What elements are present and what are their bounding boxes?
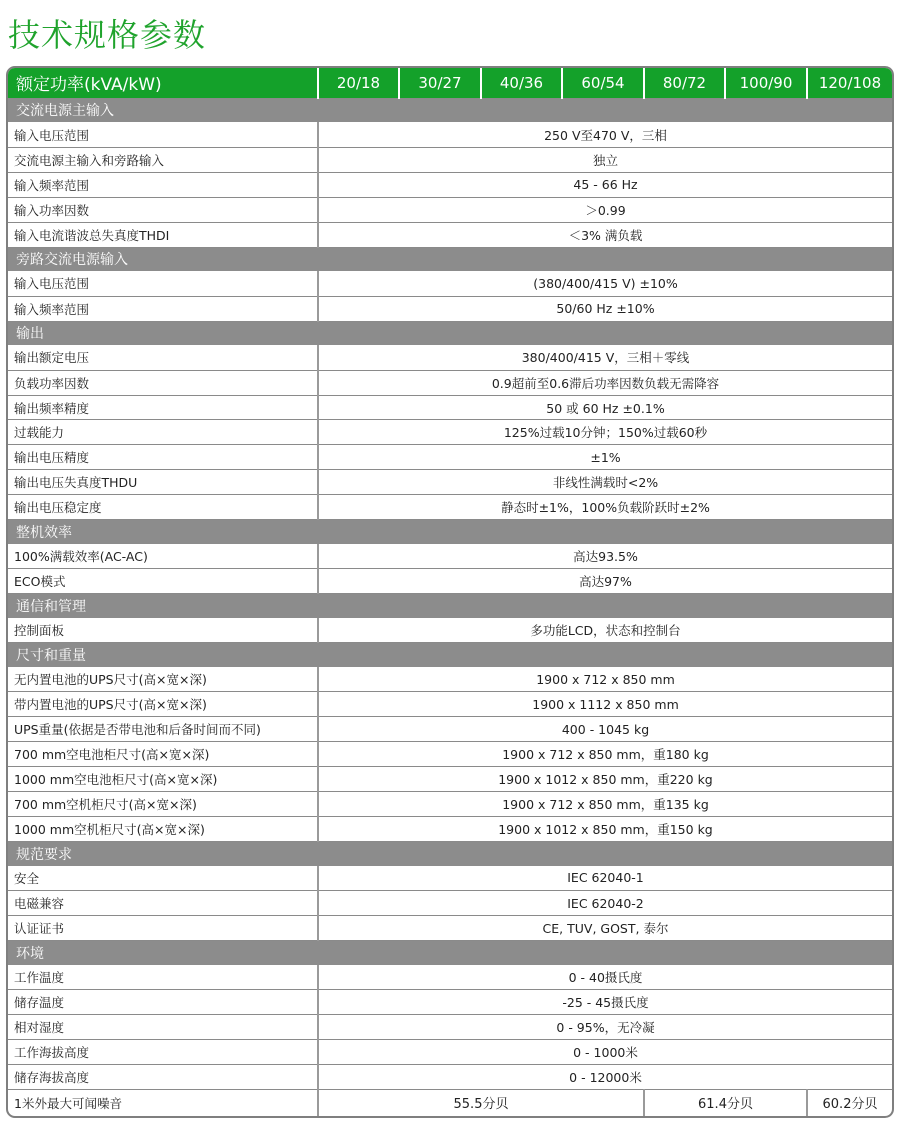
spec-value: 1900 x 712 x 850 mm (318, 667, 892, 692)
spec-value: 非线性满载时<2% (318, 470, 892, 495)
section-title: 旁路交流电源输入 (8, 247, 892, 271)
spec-label: UPS重量(依据是否带电池和后备时间而不同) (8, 717, 318, 742)
noise-label: 1米外最大可闻噪音 (14, 1095, 122, 1111)
spec-label: 输入频率范围 (8, 296, 318, 321)
section-header-row (8, 321, 892, 345)
spec-row (8, 1039, 892, 1064)
spec-row (8, 692, 892, 717)
section-title: 尺寸和重量 (8, 643, 892, 667)
page-title: 技术规格参数 (8, 16, 207, 54)
section-title: 交流电源主输入 (8, 98, 892, 122)
spec-value: 静态时±1%，100%负载阶跃时±2% (318, 495, 892, 520)
section-title: 输出 (8, 321, 892, 345)
spec-label: 安全 (8, 866, 318, 891)
spec-row (8, 470, 892, 495)
spec-row (8, 370, 892, 395)
spec-label: 储存海拔高度 (8, 1064, 318, 1089)
spec-row (8, 866, 892, 891)
section-title: 环境 (8, 940, 892, 964)
spec-label: 交流电源主输入和旁路输入 (8, 147, 318, 172)
spec-label: 工作温度 (8, 965, 318, 990)
rating-column-header: 80/72 (644, 68, 725, 98)
table-header-row (8, 68, 892, 98)
rating-column-header: 30/27 (399, 68, 481, 98)
section-header-row (8, 520, 892, 544)
spec-label: ECO模式 (8, 569, 318, 594)
section-title: 通信和管理 (8, 594, 892, 618)
rating-column-header: 120/108 (807, 68, 892, 98)
spec-value: 1900 x 1112 x 850 mm (318, 692, 892, 717)
section-header-row (8, 98, 892, 122)
spec-value: 0 - 1000米 (318, 1039, 892, 1064)
spec-value: (380/400/415 V) ±10% (318, 271, 892, 296)
spec-value: 45 - 66 Hz (318, 172, 892, 197)
spec-row (8, 296, 892, 321)
spec-row (8, 667, 892, 692)
spec-row (8, 222, 892, 247)
spec-row (8, 717, 892, 742)
spec-value: 0 - 40摄氏度 (318, 965, 892, 990)
section-header-row (8, 842, 892, 866)
spec-label: 过载能力 (8, 420, 318, 445)
spec-label: 100%满载效率(AC-AC) (8, 544, 318, 569)
spec-label: 输入功率因数 (8, 197, 318, 222)
noise-value: 60.2分贝 (807, 1089, 892, 1116)
spec-row (8, 271, 892, 296)
spec-value: 高达97% (318, 569, 892, 594)
section-title: 规范要求 (8, 842, 892, 866)
spec-value: 多功能LCD，状态和控制台 (318, 618, 892, 643)
spec-label: 输入电压范围 (8, 122, 318, 147)
spec-label: 输出额定电压 (8, 345, 318, 370)
spec-label: 输入电流谐波总失真度THDI (8, 222, 318, 247)
spec-row (8, 172, 892, 197)
rating-column-header: 20/18 (318, 68, 399, 98)
spec-row (8, 495, 892, 520)
spec-label: 输入电压范围 (8, 271, 318, 296)
spec-value: 50 或 60 Hz ±0.1% (318, 395, 892, 420)
rated-power-header: 额定功率(kVA/kW) (8, 68, 318, 98)
spec-value: 380/400/415 V，三相＋零线 (318, 345, 892, 370)
rating-column-header: 60/54 (562, 68, 644, 98)
spec-value: 高达93.5% (318, 544, 892, 569)
spec-value: -25 - 45摄氏度 (318, 990, 892, 1015)
spec-row (8, 1064, 892, 1089)
spec-label: 输出电压失真度THDU (8, 470, 318, 495)
spec-row (8, 569, 892, 594)
noise-row (8, 1089, 892, 1116)
spec-table-frame (6, 66, 894, 1118)
spec-label: 700 mm空电池柜尺寸(高×宽×深) (8, 742, 318, 767)
spec-value: 独立 (318, 147, 892, 172)
spec-row (8, 420, 892, 445)
rating-column-header: 100/90 (725, 68, 807, 98)
spec-row (8, 1014, 892, 1039)
spec-value: 1900 x 712 x 850 mm，重180 kg (318, 742, 892, 767)
spec-row (8, 767, 892, 792)
spec-row (8, 197, 892, 222)
spec-label: 工作海拔高度 (8, 1039, 318, 1064)
spec-label: 带内置电池的UPS尺寸(高×宽×深) (8, 692, 318, 717)
rating-column-header: 40/36 (481, 68, 562, 98)
spec-value: CE, TUV, GOST, 泰尔 (318, 916, 892, 941)
spec-value: IEC 62040-2 (318, 891, 892, 916)
spec-row (8, 147, 892, 172)
section-header-row (8, 643, 892, 667)
spec-row (8, 792, 892, 817)
spec-value: 250 V至470 V，三相 (318, 122, 892, 147)
spec-row (8, 742, 892, 767)
spec-value: ＜3% 满负载 (318, 222, 892, 247)
spec-value: 125%过载10分钟；150%过载60秒 (318, 420, 892, 445)
spec-label: 储存温度 (8, 990, 318, 1015)
spec-value: 400 - 1045 kg (318, 717, 892, 742)
spec-label: 控制面板 (8, 618, 318, 643)
spec-label: 输出频率精度 (8, 395, 318, 420)
spec-value: 1900 x 712 x 850 mm，重135 kg (318, 792, 892, 817)
section-header-row (8, 940, 892, 964)
spec-row (8, 817, 892, 842)
spec-value: 1900 x 1012 x 850 mm，重220 kg (318, 767, 892, 792)
spec-row (8, 445, 892, 470)
section-title: 整机效率 (8, 520, 892, 544)
spec-row (8, 618, 892, 643)
spec-row (8, 544, 892, 569)
spec-label: 输入频率范围 (8, 172, 318, 197)
spec-row (8, 891, 892, 916)
spec-value: IEC 62040-1 (318, 866, 892, 891)
spec-label: 电磁兼容 (8, 891, 318, 916)
spec-label: 输出电压精度 (8, 445, 318, 470)
spec-value: 50/60 Hz ±10% (318, 296, 892, 321)
section-header-row (8, 247, 892, 271)
spec-label: 1000 mm空电池柜尺寸(高×宽×深) (8, 767, 318, 792)
spec-label: 认证证书 (8, 916, 318, 941)
spec-label: 相对湿度 (8, 1014, 318, 1039)
spec-row (8, 122, 892, 147)
spec-table (8, 68, 892, 1116)
spec-value: 0 - 95%，无冷凝 (318, 1014, 892, 1039)
spec-label: 无内置电池的UPS尺寸(高×宽×深) (8, 667, 318, 692)
section-header-row (8, 594, 892, 618)
spec-value: 1900 x 1012 x 850 mm，重150 kg (318, 817, 892, 842)
noise-value: 55.5分贝 (318, 1089, 644, 1116)
spec-label: 输出电压稳定度 (8, 495, 318, 520)
spec-label: 700 mm空机柜尺寸(高×宽×深) (8, 792, 318, 817)
spec-value: 0 - 12000米 (318, 1064, 892, 1089)
spec-label: 负载功率因数 (8, 370, 318, 395)
spec-row (8, 916, 892, 941)
noise-value: 61.4分贝 (644, 1089, 807, 1116)
spec-value: ±1% (318, 445, 892, 470)
spec-row (8, 395, 892, 420)
spec-row (8, 965, 892, 990)
spec-value: 0.9超前至0.6滞后功率因数负载无需降容 (318, 370, 892, 395)
spec-row (8, 990, 892, 1015)
spec-label: 1000 mm空机柜尺寸(高×宽×深) (8, 817, 318, 842)
spec-row (8, 345, 892, 370)
spec-value: ＞0.99 (318, 197, 892, 222)
